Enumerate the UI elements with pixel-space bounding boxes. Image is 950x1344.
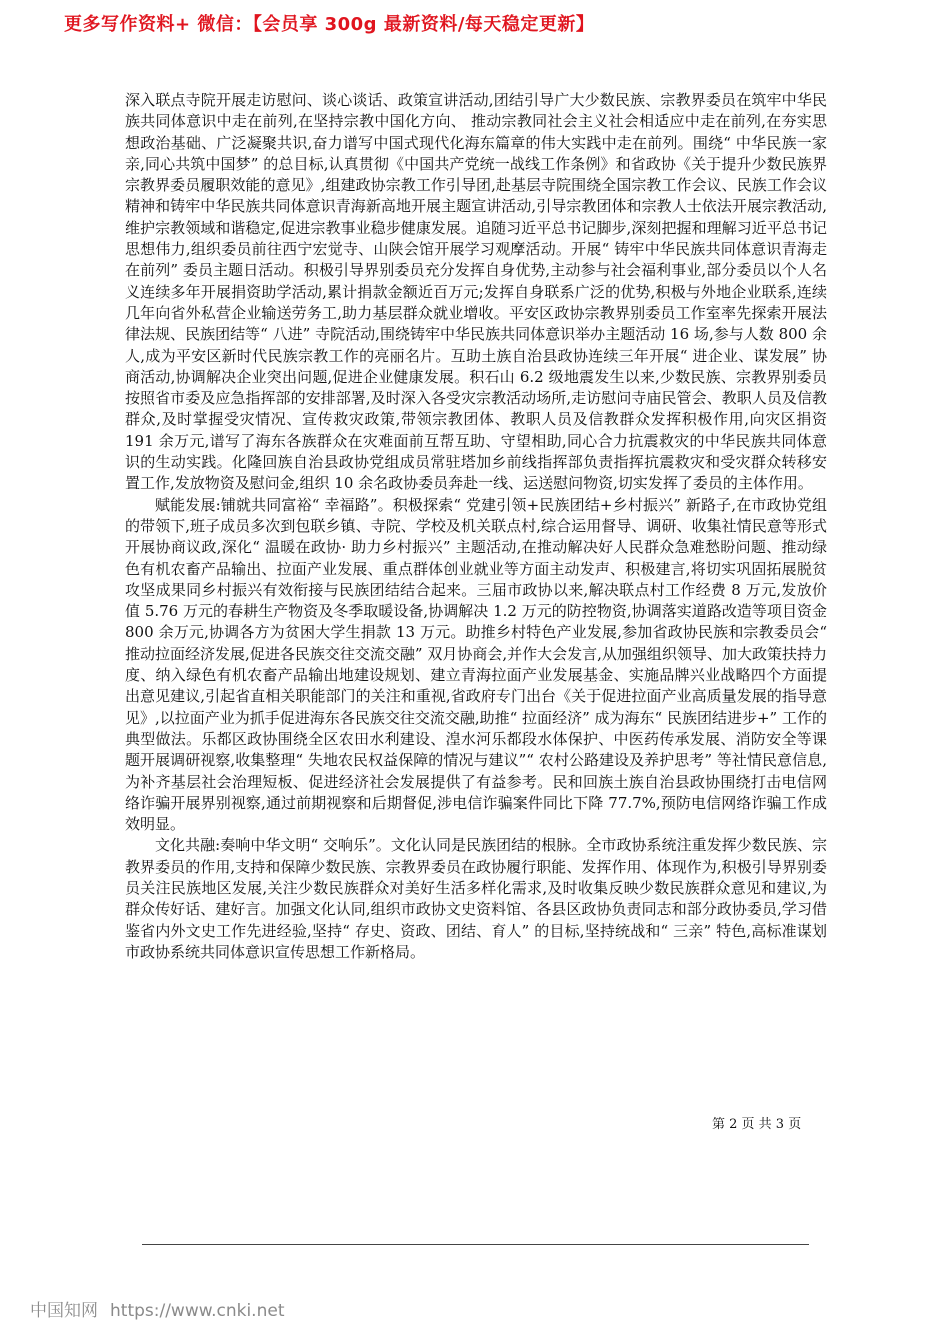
footer-watermark xyxy=(30,1296,284,1321)
document-body xyxy=(125,90,827,963)
promo-banner: 更多写作资料+ 微信：【会员享 300g 最新资料/每天稳定更新】 xyxy=(64,14,595,35)
cnki-url-link[interactable]: https://www.cnki.net xyxy=(110,1301,285,1321)
body-paragraph-2: 赋能发展:铺就共同富裕“ 幸福路”。积极探索“ 党建引领+民族团结+乡村振兴” 新路子,在市政协党组的带领下,班子成员多次到包联乡镇、寺院、学校及机关联点村,综合运用督导、调研、收集社情民意等形式开展协商议政,深化“ 温暖在政协· 助力乡村振兴” 主题活动,在推动解决好人民群众急难愁盼问题、推动绿色有机农畜产品输出、拉面产业发展、重点群体创业就业等方面主动发声、积极建言,将切实巩固拓展脱贫攻坚成果同乡村振兴有效衔接与民族团结结合起来。三届市政协以来,解决联点村工作经费 8 万元,发放价值 5.76 万元的春耕生产物资及冬季取暖设备,协调解决 1.2 万元的防控物资,协调落实道路改造等项目资金 800 余万元,协调各方为贫困大学生捐款 13 万元。助推乡村特色产业发展,参加省政协民族和宗教委员会“ 推动拉面经济发展,促进各民族交往交流交融” 双月协商会,并作大会发言,从加强组织领导、加大政策扶持力度、纳入绿色有机农畜产品输出地建设规划、建立青海拉面产业发展基金、实施品牌兴业战略四个方面提出意见建议,引起省直相关职能部门的关注和重视,省政府专门出台《关于促进拉面产业高质量发展的指导意见》,以拉面产业为抓手促进海东各民族交往交流交融,助推“ 拉面经济” 成为海东“ 民族团结进步+” 工作的典型做法。乐都区政协围绕全区农田水利建设、湟水河乐都段水体保护、中医药传承发展、消防安全等课题开展调研视察,收集整理“ 失地农民权益保障的情况与建议”“ 农村公路建设及养护思考” 等社情民意信息,为补齐基层社会治理短板、促进经济社会发展提供了有益参考。民和回族土族自治县政协围绕打击电信网络诈骗开展界别视察,通过前期视察和后期督促,涉电信诈骗案件同比下降 77.7%,预防电信网络诈骗工作成效明显。 xyxy=(125,495,827,834)
footer-divider xyxy=(142,1244,809,1245)
cnki-site-name: 中国知网 xyxy=(30,1301,98,1321)
body-paragraph-3: 文化共融:奏响中华文明“ 交响乐”。文化认同是民族团结的根脉。全市政协系统注重发挥少数民族、宗教界委员的作用,支持和保障少数民族、宗教界委员在政协履行职能、发挥作用、体现作为,积极引导界别委员关注民族地区发展,关注少数民族群众对美好生活多样化需求,及时收集反映少数民族群众意见和建议,为群众传好话、建好言。加强文化认同,组织市政协文史资料馆、各县区政协负责同志和部分政协委员,学习借鉴省内外文史工作先进经验,坚持“ 存史、资政、团结、育人” 的目标,坚持统战和“ 三亲” 特色,高标准谋划市政协系统共同体意识宣传思想工作新格局。 xyxy=(125,836,827,961)
body-paragraph-1: 深入联点寺院开展走访慰问、谈心谈话、政策宣讲活动,团结引导广大少数民族、宗教界委员在筑牢中华民族共同体意识中走在前列,在坚持宗教中国化方向、 推动宗教同社会主义社会相适应中走在前列,在夯实思想政治基础、广泛凝聚共识,奋力谱写中国式现代化海东篇章的伟大实践中走在前列。围绕“ 中华民族一家亲,同心共筑中国梦” 的总目标,认真贯彻《中国共产党统一战线工作条例》和省政协《关于提升少数民族界宗教界委员履职效能的意见》,组建政协宗教工作引导团,赴基层寺院围绕全国宗教工作会议、民族工作会议精神和铸牢中华民族共同体意识青海新高地开展主题宣讲活动,引导宗教团体和宗教人士依法开展宗教活动,维护宗教领域和谐稳定,促进宗教事业稳步健康发展。追随习近平总书记脚步,深刻把握和理解习近平总书记思想伟力,组织委员前往西宁宏觉寺、山陕会馆开展学习观摩活动。开展“ 铸牢中华民族共同体意识青海走在前列” 委员主题日活动。积极引导界别委员充分发挥自身优势,主动参与社会福利事业,部分委员以个人名义连续多年开展捐资助学活动,累计捐款金额近百万元;发挥自身联系广泛的优势,积极与外地企业联系,连续几年向省外私营企业输送劳务工,助力基层群众就业增收。平安区政协宗教界别委员工作室率先探索开展法律法规、民族团结等“ 八进” 寺院活动,围绕铸牢中华民族共同体意识举办主题活动 16 场,参与人数 800 余人,成为平安区新时代民族宗教工作的亮丽名片。互助土族自治县政协连续三年开展“ 进企业、谋发展” 协商活动,协调解决企业突出问题,促进企业健康发展。积石山 6.2 级地震发生以来,少数民族、宗教界别委员按照省市委及应急指挥部的安排部署,及时深入各受灾宗教活动场所,走访慰问寺庙民管会、教职人员及信教群众,及时掌握受灾情况、宣传救灾政策,带领宗教团体、教职人员及信教群众发挥积极作用,向灾区捐资 191 余万元,谱写了海东各族群众在灾难面前互帮互助、守望相助,同心合力抗震救灾的中华民族共同体意识的生动实践。化隆回族自治县政协党组成员常驻塔加乡前线指挥部负责指挥抗震救灾和受灾群众转移安置工作,发放物资及慰问金,组织 10 余名政协委员奔赴一线、运送慰问物资,切实发挥了委员的主体作用。 xyxy=(125,91,827,493)
page-number: 第 2 页 共 3 页 xyxy=(712,1117,802,1132)
